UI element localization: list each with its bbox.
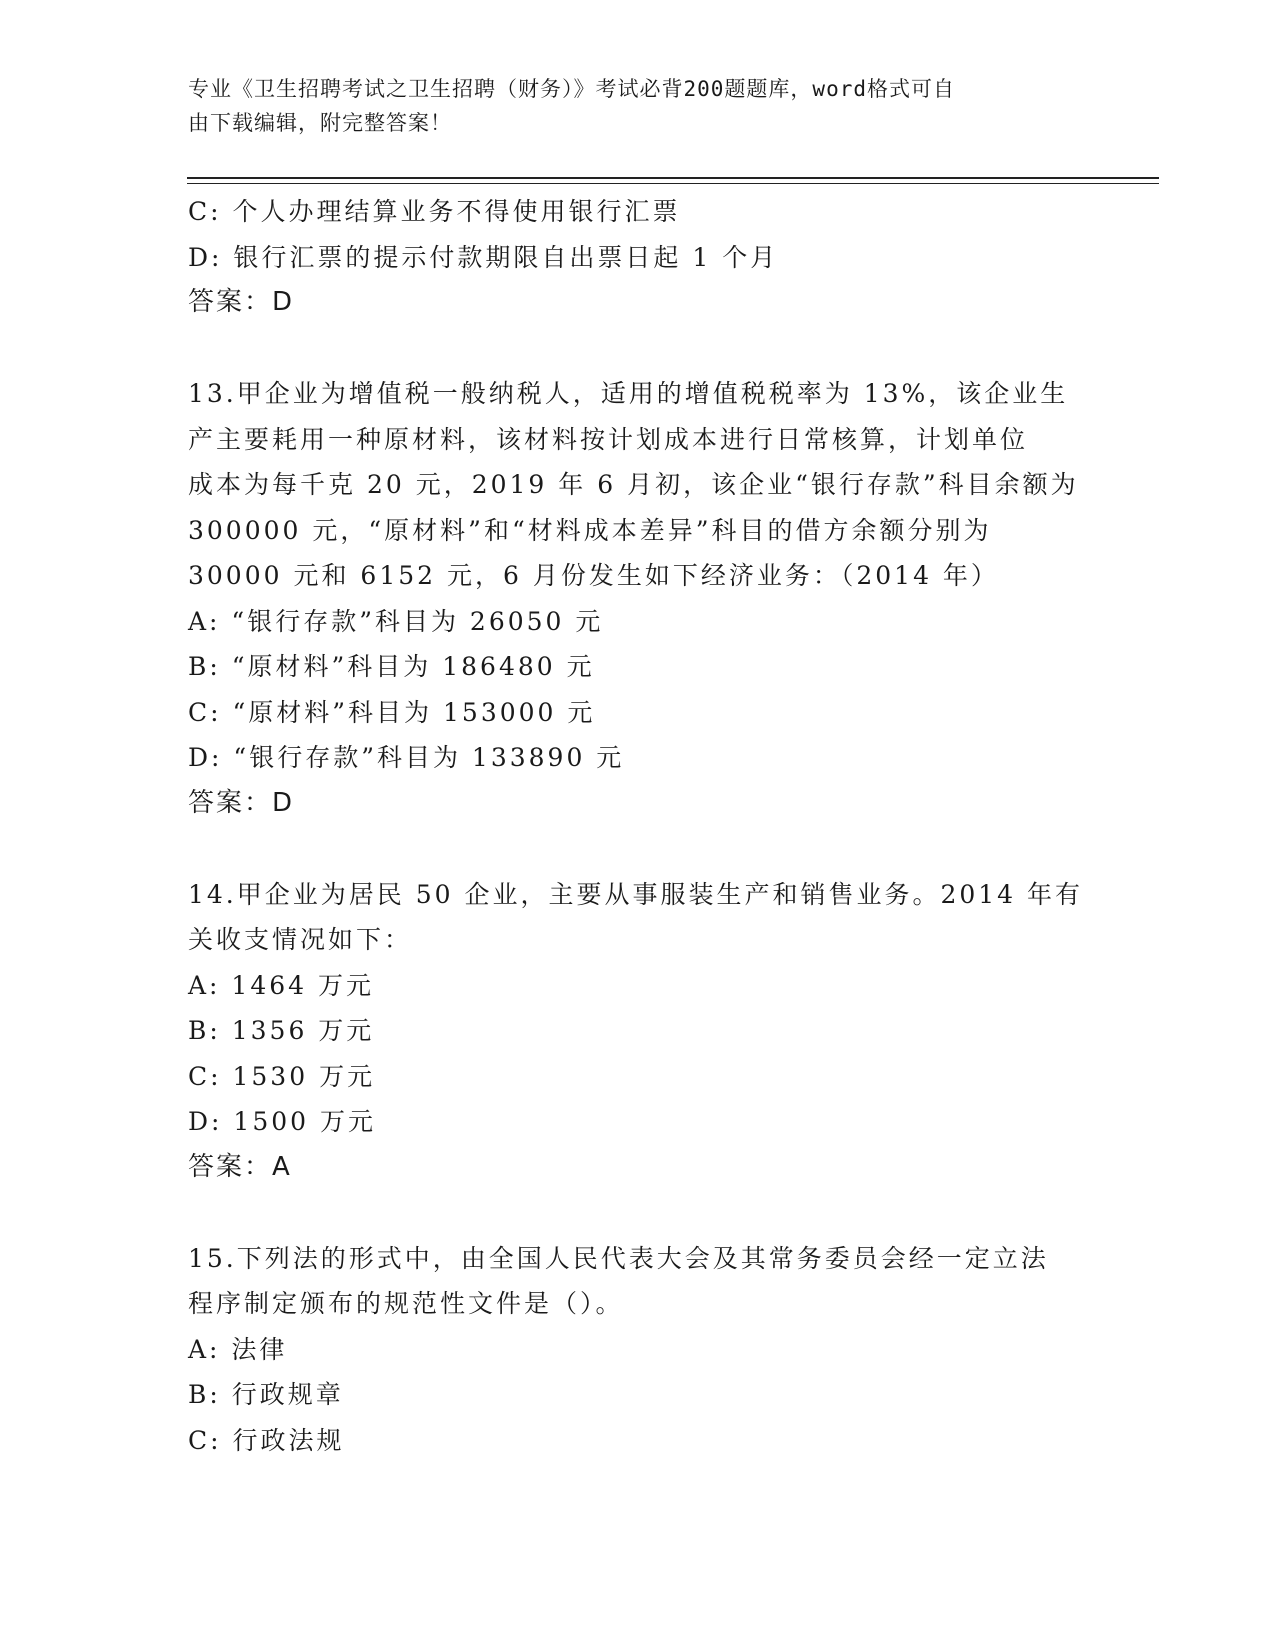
q13-stem-line-5: 30000 元和 6152 元，6 月份发生如下经济业务：（2014 年） — [188, 561, 999, 590]
header-line-2: 由下载编辑，附完整答案！ — [188, 111, 452, 135]
prev-option-c: C: 个人办理结算业务不得使用银行汇票 — [188, 197, 681, 226]
q15-option-a: A: 法律 — [188, 1334, 288, 1364]
q14-stem-line-2: 关收支情况如下： — [188, 925, 413, 954]
q14-option-c: C: 1530 万元 — [188, 1061, 376, 1091]
q13-stem-line-2: 产主要耗用一种原材料，该材料按计划成本进行日常核算，计划单位 — [188, 424, 1029, 454]
prev-option-d: D: 银行汇票的提示付款期限自出票日起 1 个月 — [188, 242, 779, 272]
q13-stem-line-3: 成本为每千克 20 元，2019 年 6 月初，该企业“银行存款”科目余额为 — [188, 470, 1079, 499]
q13-answer: 答案：D — [188, 787, 295, 818]
header-divider-thin — [187, 183, 1159, 184]
q13-option-b: B: “原材料”科目为 186480 元 — [188, 652, 595, 681]
q13-option-c: C: “原材料”科目为 153000 元 — [188, 697, 596, 727]
q13-option-d: D: “银行存款”科目为 133890 元 — [188, 743, 625, 772]
spacer — [188, 1190, 1088, 1236]
header-line-1: 专业《卫生招聘考试之卫生招聘（财务）》考试必背200题题库，word格式可自 — [188, 77, 955, 101]
q14-option-b: B: 1356 万元 — [188, 1016, 375, 1045]
q14-option-a: A: 1464 万元 — [188, 970, 374, 1000]
spacer — [188, 326, 1088, 372]
document-body — [188, 189, 1088, 1463]
q15-option-c: C: 行政法规 — [188, 1425, 345, 1455]
q15-stem-line-2: 程序制定颁布的规范性文件是（）。 — [188, 1289, 624, 1318]
q14-option-d: D: 1500 万元 — [188, 1107, 376, 1136]
spacer — [188, 826, 1088, 872]
q14-stem-line-1: 14.甲企业为居民 50 企业，主要从事服装生产和销售业务。2014 年有 — [188, 879, 1084, 909]
q13-stem-line-1: 13.甲企业为增值税一般纳税人，适用的增值税税率为 13%，该企业生 — [188, 379, 1069, 408]
q15-option-b: B: 行政规章 — [188, 1380, 344, 1409]
q13-option-a: A: “银行存款”科目为 26050 元 — [188, 606, 604, 636]
q14-answer: 答案：A — [188, 1151, 292, 1182]
q15-stem-line-1: 15.下列法的形式中，由全国人民代表大会及其常务委员会经一定立法 — [188, 1243, 1049, 1273]
document-header — [188, 72, 1068, 140]
header-divider-thick — [187, 177, 1159, 179]
q13-stem-line-4: 300000 元，“原材料”和“材料成本差异”科目的借方余额分别为 — [188, 515, 992, 545]
prev-answer: 答案：D — [188, 287, 295, 317]
